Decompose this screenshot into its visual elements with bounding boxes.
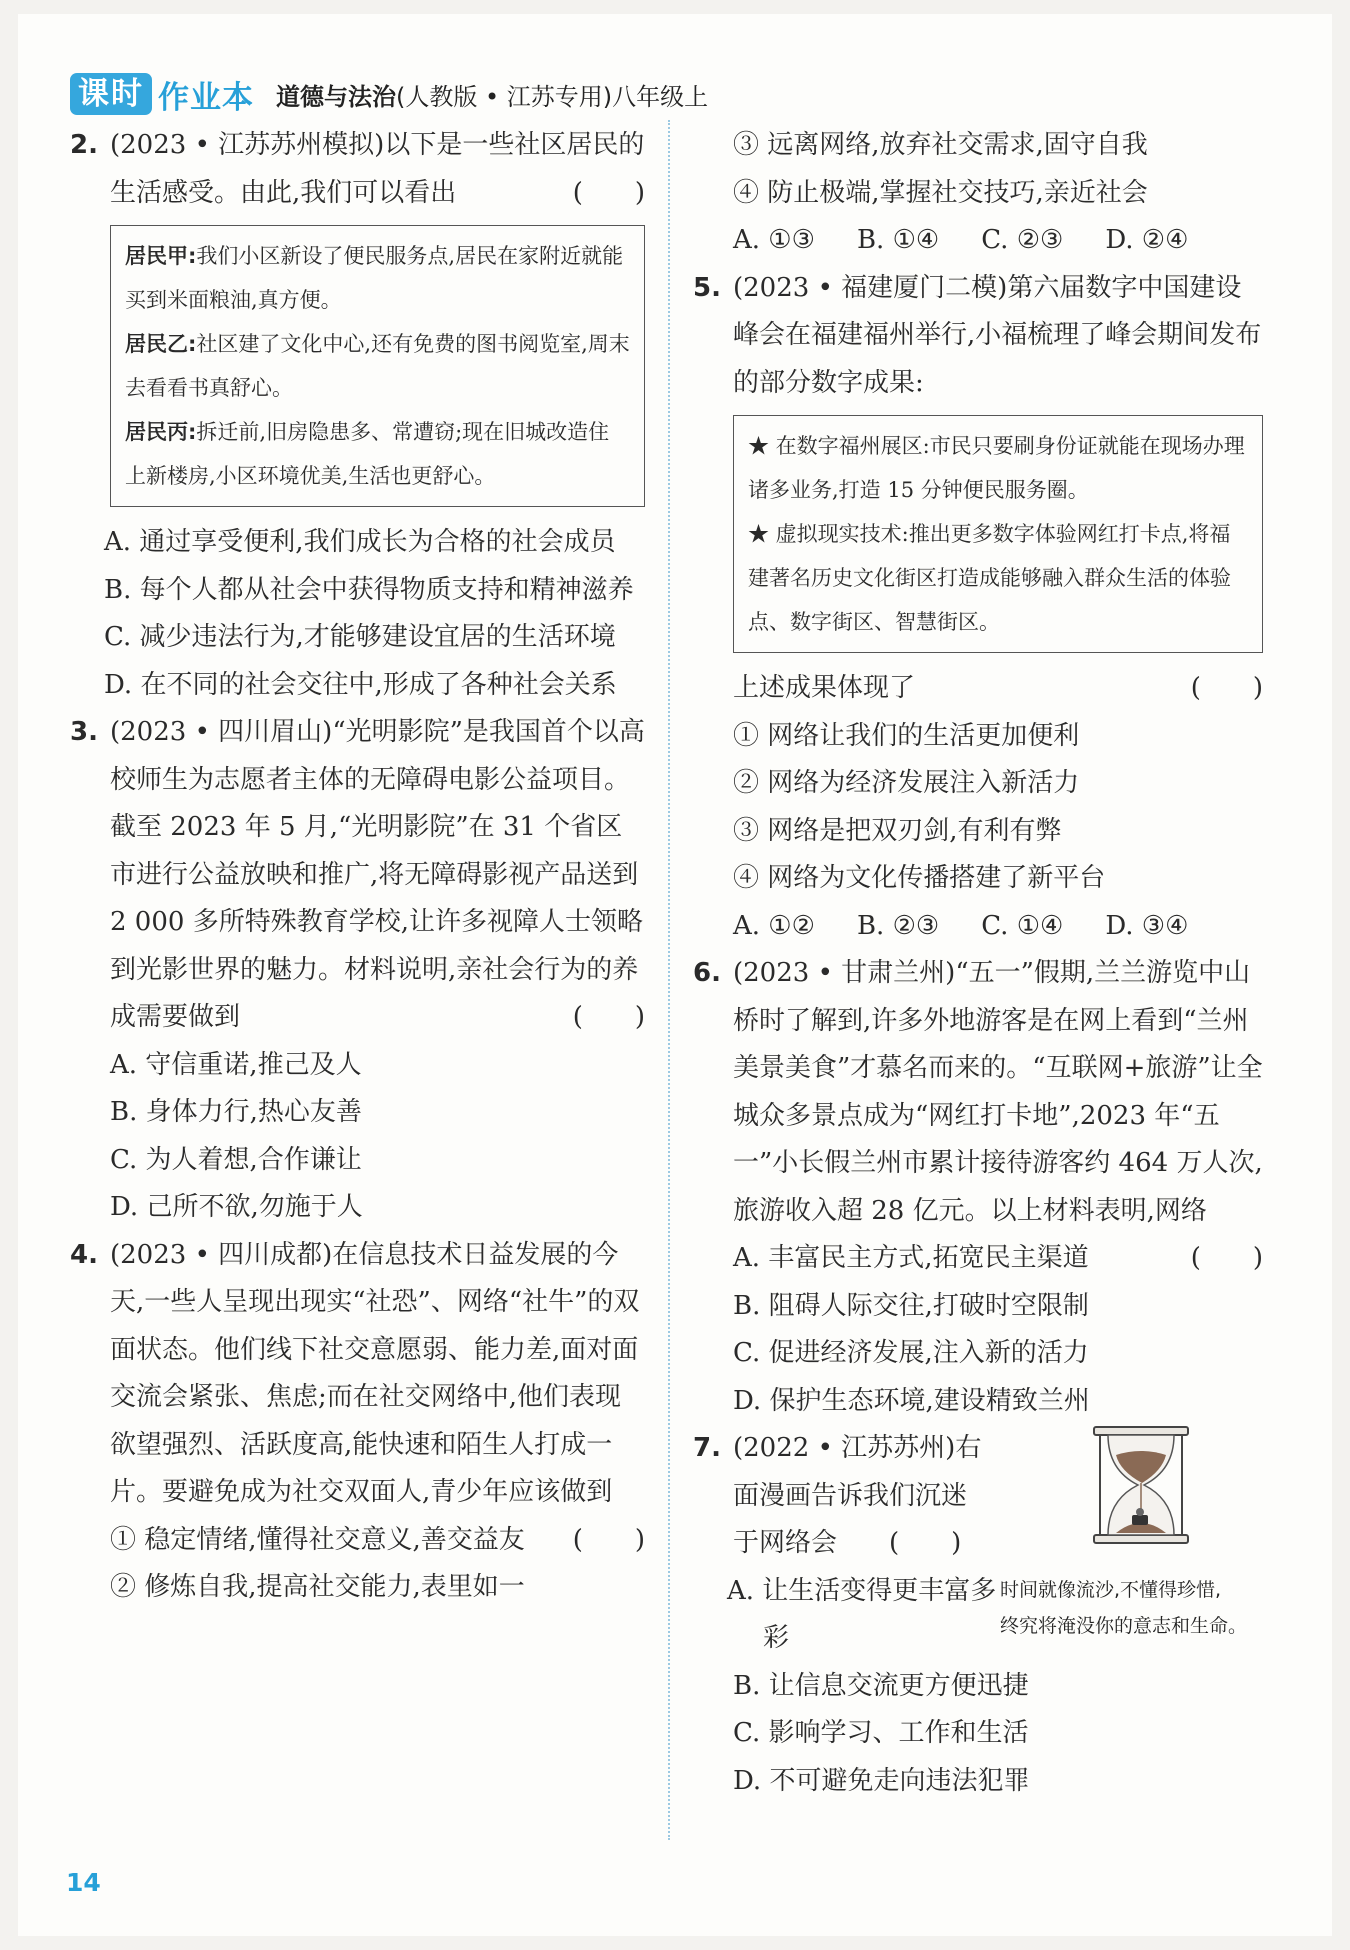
- quote-item: [125, 410, 630, 498]
- statement-1: ① 网络让我们的生活更加便利: [733, 720, 1080, 751]
- option-d[interactable]: D. 己所不欲,勿施于人: [110, 1192, 363, 1222]
- quote-speaker: 居民丙:: [125, 420, 197, 444]
- right-column: [693, 122, 1263, 1805]
- options-row: [693, 217, 1263, 265]
- question-prompt: [693, 665, 1263, 713]
- question-number: 7.: [693, 1433, 721, 1463]
- quote-text: 我们小区新设了便民服务点,居民在家附近就能买到米面粮油,真方便。: [125, 244, 624, 312]
- question-number: 4.: [70, 1239, 98, 1270]
- question-stem: “光明影院”是我国首个以高校师生为志愿者主体的无障碍电影公益项目。截至 2023 年 5 月,“光明影院”在 31 个省区市进行公益放映和推广,将无障碍影视产品送到 2 000 多所特殊教育学校,让许多视障人士领略到光影世界的魅力。材料说明,亲社会行为的养成需要做到: [110, 717, 645, 1032]
- quote-text: 社区建了文化中心,还有免费的图书阅览室,周末去看看书真舒心。: [125, 332, 630, 400]
- question-stem-line: 右: [955, 1433, 982, 1463]
- question-stem: 以下是一些社区居民的生活感受。由此,我们可以看出: [110, 130, 645, 208]
- left-column: [70, 122, 645, 1612]
- page-number: 14: [66, 1868, 101, 1897]
- statement-3: ③ 远离网络,放弃社交需求,固守自我: [733, 130, 1148, 160]
- option-a[interactable]: A. ①②: [733, 910, 815, 941]
- options-row: [693, 903, 1263, 951]
- question-stem: 第六届数字中国建设峰会在福建福州举行,小福梳理了峰会期间发布的部分数字成果:: [733, 272, 1262, 398]
- question-7-stem: [693, 1425, 1263, 1568]
- option-c[interactable]: C. ②③: [981, 225, 1064, 255]
- subject-detail: (人教版 • 江苏专用)八年级上: [396, 82, 709, 111]
- option-c[interactable]: C. 影响学习、工作和生活: [733, 1718, 1029, 1748]
- option-d[interactable]: D. ②④: [1105, 225, 1189, 255]
- question-source: (2023 • 甘肃兰州): [733, 958, 956, 988]
- option-b[interactable]: B. 每个人都从社会中获得物质支持和精神滋养: [104, 574, 634, 605]
- statement-1: ① 稳定情绪,懂得社交意义,善交益友: [110, 1524, 525, 1555]
- resident-quote-box: [110, 225, 645, 507]
- question-number: 3.: [70, 717, 98, 747]
- answer-paren: ( ): [572, 1002, 645, 1032]
- statement-3: ③ 网络是把双刃剑,有利有弊: [733, 815, 1062, 846]
- prompt-text: 上述成果体现了: [733, 673, 916, 703]
- logo-text: 作业本: [158, 79, 254, 116]
- page-header: [70, 72, 708, 116]
- cartoon-caption-line: 终究将淹没你的意志和生命。: [1000, 1615, 1248, 1637]
- statement-4: ④ 防止极端,掌握社交技巧,亲近社会: [733, 177, 1148, 208]
- quote-speaker: 居民甲:: [125, 244, 197, 268]
- option-b[interactable]: B. 阻碍人际交往,打破时空限制: [733, 1290, 1089, 1321]
- logo-box: 课时: [70, 73, 152, 115]
- option-a[interactable]: A. 丰富民主方式,拓宽民主渠道: [733, 1243, 1089, 1273]
- question-source: (2022 • 江苏苏州): [733, 1433, 956, 1463]
- option-b[interactable]: B. 让信息交流更方便迅捷: [733, 1670, 1029, 1701]
- question-number: 6.: [693, 958, 721, 988]
- result-item: ★ 在数字福州展区:市民只要刷身份证就能在现场办理诸多业务,打造 15 分钟便民服务圈。: [748, 434, 1245, 502]
- question-source: (2023 • 四川眉山): [110, 717, 333, 747]
- option-c[interactable]: C. 为人着想,合作谦让: [110, 1144, 362, 1175]
- option-d[interactable]: D. 在不同的社会交往中,形成了各种社会关系: [104, 669, 617, 700]
- question-source: (2023 • 四川成都): [110, 1239, 333, 1270]
- question-7: [693, 1425, 1263, 1805]
- option-a[interactable]: A. 通过享受便利,我们成长为合格的社会成员: [104, 527, 616, 557]
- option-a[interactable]: A. 守信重诺,推己及人: [110, 1049, 362, 1080]
- option-c[interactable]: C. 减少违法行为,才能够建设宜居的生活环境: [104, 622, 616, 652]
- option-a[interactable]: A. ①③: [733, 225, 815, 255]
- question-stem: “五一”假期,兰兰游览中山桥时了解到,许多外地游客是在网上看到“兰州美景美食”才慕名而来的。“互联网+旅游”让全城众多景点成为“网红打卡地”,2023 年“五一”小长假兰州市累计接待游客约 464 万人次,旅游收入超 28 亿元。以上材料表明,网络: [733, 958, 1263, 1226]
- question-source: (2023 • 福建厦门二模): [733, 272, 1008, 303]
- question-5: [693, 265, 1263, 408]
- statement-2: ② 网络为经济发展注入新活力: [733, 768, 1080, 798]
- answer-paren: ( ): [1190, 1243, 1263, 1273]
- subject-name: 道德与法治: [276, 82, 396, 111]
- question-3: [70, 709, 645, 1042]
- series-logo: [70, 72, 254, 117]
- option-c[interactable]: C. ①④: [981, 910, 1064, 941]
- column-divider: [668, 120, 670, 1840]
- question-number: 2.: [70, 130, 98, 160]
- option-b[interactable]: B. ①④: [856, 225, 940, 255]
- statement-4: ④ 网络为文化传播搭建了新平台: [733, 863, 1106, 893]
- option-c[interactable]: C. 促进经济发展,注入新的活力: [733, 1338, 1089, 1368]
- question-2: [70, 122, 645, 217]
- quote-item: [125, 234, 630, 322]
- option-b[interactable]: B. 身体力行,热心友善: [110, 1097, 362, 1127]
- subject-line: [276, 77, 708, 112]
- question-number: 5.: [693, 272, 721, 303]
- answer-paren: ( ): [889, 1528, 962, 1558]
- quote-item: [125, 322, 630, 410]
- digital-results-box: [733, 415, 1263, 653]
- question-source: (2023 • 江苏苏州模拟): [110, 130, 385, 160]
- question-stem-line: 面漫画告诉我们沉迷: [733, 1480, 968, 1511]
- answer-paren: ( ): [572, 1524, 645, 1555]
- answer-paren: ( ): [572, 177, 645, 208]
- option-a[interactable]: A. 让生活变得更丰富多彩: [727, 1575, 997, 1653]
- answer-paren: ( ): [1190, 673, 1263, 703]
- statement-2: ② 修炼自我,提高社交能力,表里如一: [110, 1572, 525, 1602]
- cartoon-caption-line: 时间就像流沙,不懂得珍惜,: [1000, 1579, 1222, 1601]
- option-d[interactable]: D. ③④: [1105, 910, 1189, 941]
- question-stem-line: 于网络会: [733, 1528, 838, 1558]
- result-item: ★ 虚拟现实技术:推出更多数字体验网红打卡点,将福建著名历史文化街区打造成能够融入群众生活的体验点、数字街区、智慧街区。: [748, 522, 1231, 634]
- option-d[interactable]: D. 不可避免走向违法犯罪: [733, 1765, 1030, 1796]
- quote-speaker: 居民乙:: [125, 332, 197, 356]
- quote-text: 拆迁前,旧房隐患多、常遭窃;现在旧城改造住上新楼房,小区环境优美,生活也更舒心。: [125, 420, 610, 488]
- option-b[interactable]: B. ②③: [856, 910, 940, 941]
- option-d[interactable]: D. 保护生态环境,建设精致兰州: [733, 1385, 1090, 1416]
- question-stem: 在信息技术日益发展的今天,一些人呈现出现实“社恐”、网络“社牛”的双面状态。他们线下社交意愿弱、能力差,面对面交流会紧张、焦虑;而在社交网络中,他们表现欲望强烈、活跃度高,能快速和陌生人打成一片。要避免成为社交双面人,青少年应该做到: [110, 1239, 640, 1507]
